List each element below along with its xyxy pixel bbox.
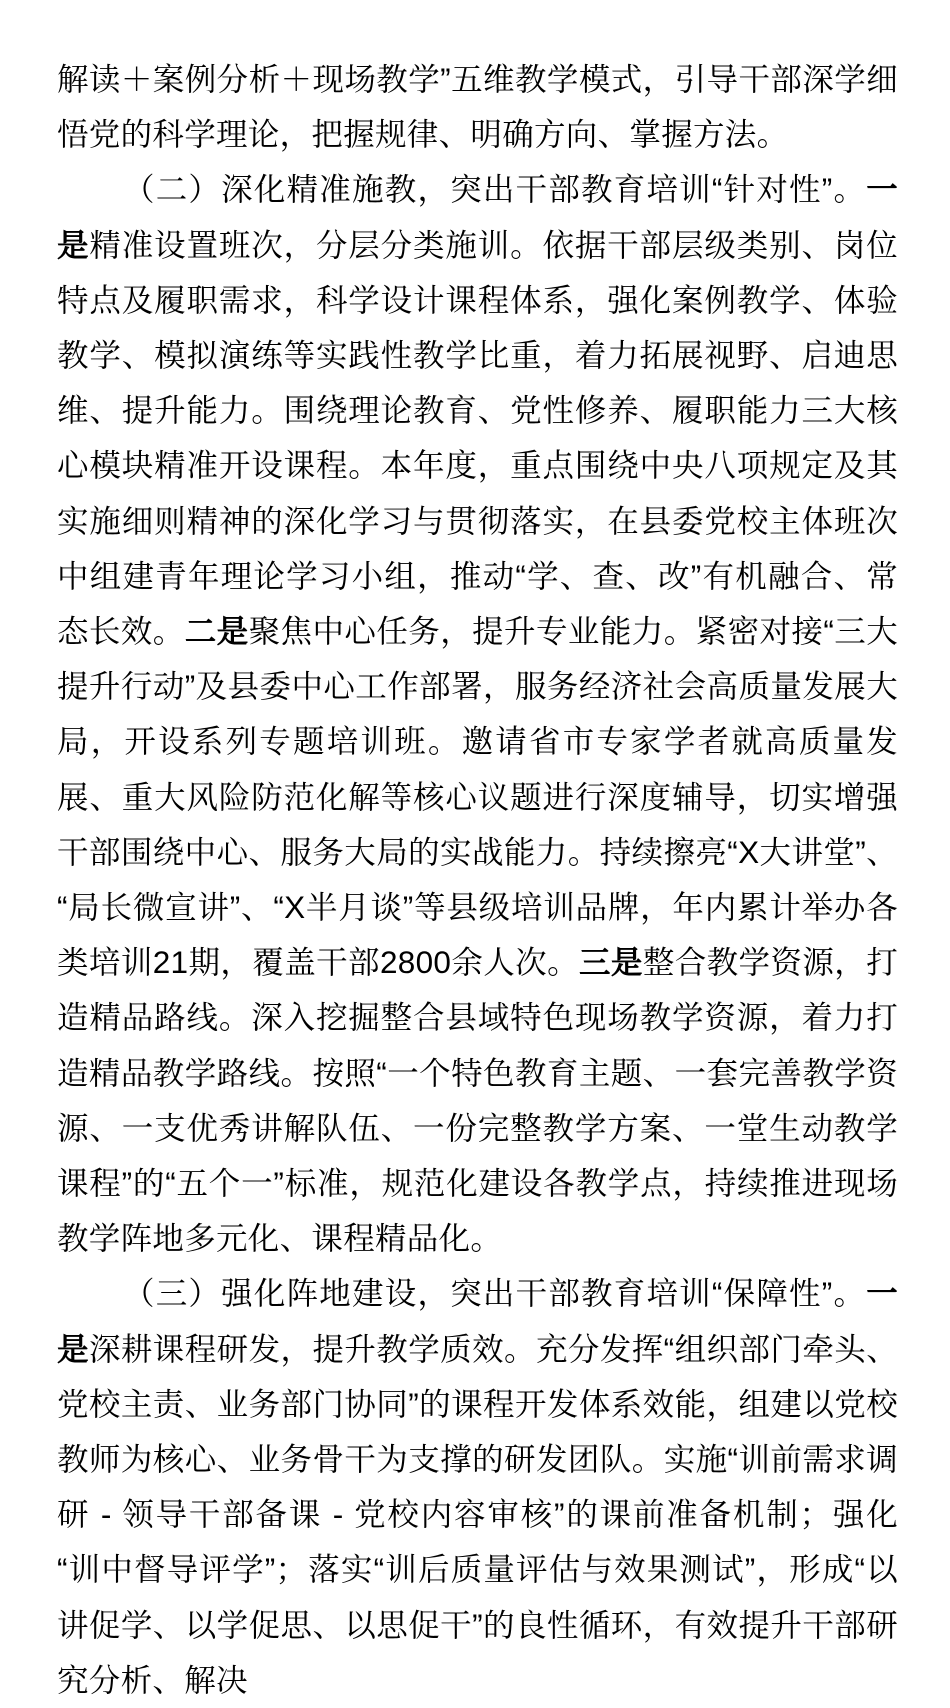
text-run: 精准设置班次，分层分类施训。依据干部层级类别、岗位特点及履职需求，科学设计课程体系，强化案例教学、体验教学、模拟演练等实践性教学比重，着力拓展视野、启迪思维、提升能力。围绕理论教育、党性修养、履职能力三大核心模块精准开设课程。本年度，重点围绕中央八项规定及其实施细则精神的深化学习与贯彻落实，在县委党校主体班次中组建青年理论学习小组，推动“学、查、改”有机融合、常态长效。	[57, 226, 898, 650]
text-run: （二）深化精准施教，突出干部教育培训“针对性”。	[123, 171, 867, 208]
text-run: 整合教学资源，打造精品路线。深入挖掘整合县域特色现场教学资源，着力打造精品教学路线。按照“一个特色教育主题、一套完善教学资源、一支优秀讲解队伍、一份完整教学方案、一堂生动教学课程”的“五个一”标准，规范化建设各教学点，持续推进现场教学阵地多元化、课程精品化。	[57, 944, 898, 1257]
emphasis-run: 一是	[57, 1275, 898, 1367]
text-run: 解读＋案例分析＋现场教学”五维教学模式，引导干部深学细悟党的科学理论，把握规律、明确方向、掌握方法。	[57, 61, 898, 153]
para-continued-one	[57, 52, 898, 162]
text-run: （三）强化阵地建设，突出干部教育培训“保障性”。	[123, 1275, 867, 1312]
document-body	[57, 52, 898, 1708]
text-run: 聚焦中心任务，提升专业能力。紧密对接“三大提升行动”及县委中心工作部署，服务经济社会高质量发展大局，开设系列专题培训班。邀请省市专家学者就高质量发展、重大风险防范化解等核心议题进行深度辅导，切实增强干部围绕中心、服务大局的实战能力。持续擦亮“X大讲堂”、“局长微宣讲”、“X半月谈”等县级培训品牌，年内累计举办各类培训21期，覆盖干部2800余人次。	[57, 613, 899, 981]
emphasis-run: 三是	[578, 944, 643, 981]
emphasis-run: 一是	[57, 171, 898, 263]
text-run: 深耕课程研发，提升教学质效。充分发挥“组织部门牵头、党校主责、业务部门协同”的课程开发体系效能，组建以党校教师为核心、业务骨干为支撑的研发团队。实施“训前需求调研 - 领导干部备课 - 党校内容审核”的课前准备机制；强化“训中督导评学”；落实“训后质量评估与效果测试”，形成“以讲促学、以学促思、以思促干”的良性循环，有效提升干部研究分析、解决	[57, 1330, 898, 1698]
para-section-three	[57, 1266, 898, 1708]
para-section-two	[57, 162, 898, 1266]
emphasis-run: 二是	[184, 613, 249, 650]
